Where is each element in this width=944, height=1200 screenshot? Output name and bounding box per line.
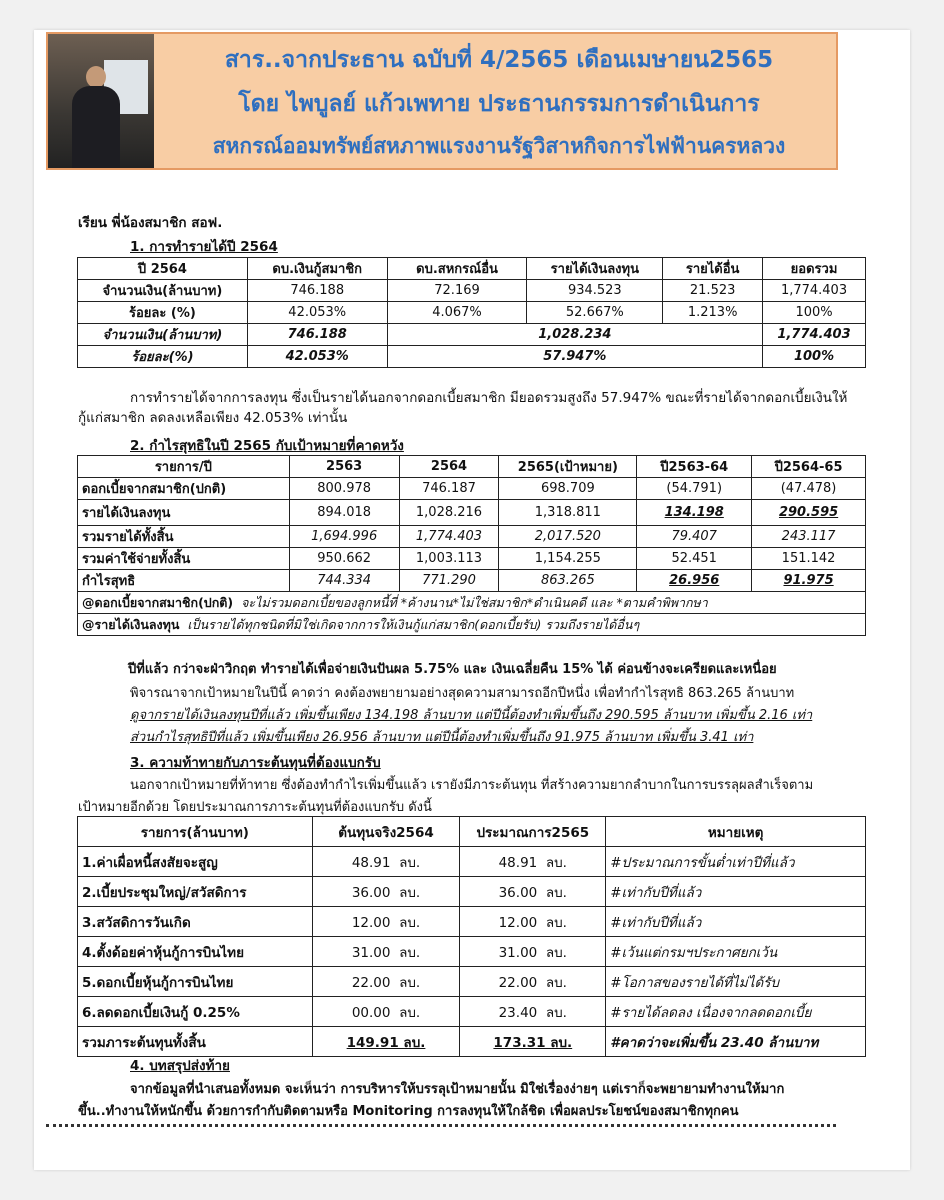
table-cell: 863.265	[499, 570, 637, 592]
dotted-divider	[46, 1124, 836, 1127]
table-row	[78, 847, 866, 877]
unit: ลบ.	[399, 1004, 421, 1021]
table-header: รายได้อื่น	[663, 258, 763, 280]
table-cell: 52.451	[637, 548, 752, 570]
table-header: ยอดรวม	[763, 258, 866, 280]
amount: 36.00	[498, 884, 538, 901]
table-cell	[460, 997, 606, 1027]
table-cell: 950.662	[289, 548, 399, 570]
table-cell: 894.018	[289, 500, 399, 526]
table-cell: 771.290	[399, 570, 499, 592]
table-cell: 744.334	[289, 570, 399, 592]
table-cell: 1,028.234	[387, 324, 762, 346]
unit: ลบ.	[399, 944, 421, 961]
table-cell: 26.956	[637, 570, 752, 592]
table-cell: 1.ค่าเผื่อหนี้สงสัยจะสูญ	[78, 847, 313, 877]
table-cell: 2,017.520	[499, 526, 637, 548]
table-cell: 100%	[763, 346, 866, 368]
table-cell	[312, 937, 460, 967]
section-1-title: 1. การทำรายได้ปี 2564	[130, 239, 278, 255]
unit: ลบ.	[399, 854, 421, 871]
income-table	[77, 257, 866, 368]
table-header-row	[78, 258, 866, 280]
table-cell: #เว้นแต่กรมฯประกาศยกเว้น	[606, 937, 866, 967]
table-cell: 1,694.996	[289, 526, 399, 548]
table-cell: 100%	[763, 302, 866, 324]
table-cell: 800.978	[289, 478, 399, 500]
section-3-title: 3. ความท้าทายกับภาระต้นทุนที่ต้องแบกรับ	[130, 755, 381, 771]
amount: 00.00	[351, 1004, 391, 1021]
amount: 31.00	[498, 944, 538, 961]
chairman-photo	[48, 34, 154, 168]
table-cell: 42.053%	[247, 302, 387, 324]
table-cell	[460, 967, 606, 997]
table-row	[78, 937, 866, 967]
unit: ลบ.	[399, 914, 421, 931]
table-cell	[460, 907, 606, 937]
table-header: 2563	[289, 456, 399, 478]
footnote-text: เป็นรายได้ทุกชนิดที่มิใช่เกิดจากการให้เงินกู้แก่สมาชิก(ดอกเบี้ยรับ) รวมถึงรายได้อื่นๆ	[187, 616, 640, 632]
unit: ลบ.	[399, 884, 421, 901]
header-title: สาร..จากประธาน ฉบับที่ 4/2565 เดือนเมษายน2565	[224, 47, 774, 73]
table-row	[78, 997, 866, 1027]
table-cell: 1,154.255	[499, 548, 637, 570]
table-header: ประมาณการ2565	[460, 817, 606, 847]
table-cell	[460, 877, 606, 907]
table-cell: 4.067%	[387, 302, 527, 324]
unit: ลบ.	[545, 1004, 567, 1021]
greeting: เรียน พี่น้องสมาชิก สอฟ.	[78, 215, 223, 231]
table-cell: 3.สวัสดิการวันเกิด	[78, 907, 313, 937]
table-cell: ดอกเบี้ยจากสมาชิก(ปกติ)	[78, 478, 290, 500]
cost-table	[77, 816, 866, 1057]
table-cell: 746.188	[247, 280, 387, 302]
unit: ลบ.	[545, 884, 567, 901]
table-header: ดบ.สหกรณ์อื่น	[387, 258, 527, 280]
table-header: รายการ(ล้านบาท)	[78, 817, 313, 847]
table-header: ต้นทุนจริง2564	[312, 817, 460, 847]
table-cell: กำไรสุทธิ	[78, 570, 290, 592]
table-cell: 746.188	[247, 324, 387, 346]
table-cell: 42.053%	[247, 346, 387, 368]
table-header: รายการ/ปี	[78, 456, 290, 478]
table-row	[78, 324, 866, 346]
unit: ลบ.	[545, 944, 567, 961]
amount: 22.00	[351, 974, 391, 991]
table-cell: รวมภาระต้นทุนทั้งสิ้น	[78, 1027, 313, 1057]
table-row	[78, 877, 866, 907]
profit-table	[77, 455, 866, 636]
table-cell: 1,774.403	[763, 280, 866, 302]
header-organization: สหกรณ์ออมทรัพย์สหภาพแรงงานรัฐวิสาหกิจการไฟฟ้านครหลวง	[212, 134, 786, 158]
amount: 22.00	[498, 974, 538, 991]
amount: 48.91	[498, 854, 538, 871]
table-cell: #เท่ากับปีที่แล้ว	[606, 907, 866, 937]
amount: 31.00	[351, 944, 391, 961]
table-header: รายได้เงินลงทุน	[527, 258, 663, 280]
table-cell: 6.ลดดอกเบี้ยเงินกู้ 0.25%	[78, 997, 313, 1027]
amount: 48.91	[351, 854, 391, 871]
paragraph-line: ขึ้น..ทำงานให้หนักขึ้น ด้วยการกำกับติดตามหรือ Monitoring การลงทุนให้ใกล้ชิด เพื่อผลประโยชน์ของสมาชิกทุกคน	[78, 1104, 739, 1119]
table-cell: 134.198	[637, 500, 752, 526]
table-cell: #เท่ากับปีที่แล้ว	[606, 877, 866, 907]
table-row	[78, 500, 866, 526]
unit: ลบ.	[545, 914, 567, 931]
table-cell: 173.31 ลบ.	[460, 1027, 606, 1057]
footnote-label: @รายได้เงินลงทุน	[82, 616, 180, 632]
table-cell: 4.ตั้งด้อยค่าหุ้นกู้การบินไทย	[78, 937, 313, 967]
table-row	[78, 526, 866, 548]
table-row	[78, 280, 866, 302]
paragraph-line: ส่วนกำไรสุทธิปีที่แล้ว เพิ่มขึ้นเพียง 26.956 ล้านบาท แต่ปีนี้ต้องทำเพิ่มขึ้นถึง 91.975 ล้านบาท เพิ่มขึ้น 3.41 เท่า	[130, 730, 754, 745]
table-header: ปี 2564	[78, 258, 248, 280]
paragraph-line: จากข้อมูลที่นำเสนอทั้งหมด จะเห็นว่า การบริหารให้บรรลุเป้าหมายนั้น มิใช่เรื่องง่ายๆ แต่เราก็จะพยายามทำงานให้มาก	[130, 1082, 785, 1097]
table-cell: 1,028.216	[399, 500, 499, 526]
table-header: ปี2563-64	[637, 456, 752, 478]
table-cell: #คาดว่าจะเพิ่มขึ้น 23.40 ล้านบาท	[606, 1027, 866, 1057]
table-row	[78, 967, 866, 997]
table-cell: รายได้เงินลงทุน	[78, 500, 290, 526]
section-4-title: 4. บทสรุปส่งท้าย	[130, 1058, 230, 1074]
table-cell: รวมรายได้ทั้งสิ้น	[78, 526, 290, 548]
table-cell: 1,774.403	[399, 526, 499, 548]
table-cell	[312, 997, 460, 1027]
table-cell: #โอกาสของรายได้ที่ไม่ได้รับ	[606, 967, 866, 997]
unit: ลบ.	[545, 974, 567, 991]
table-header: ปี2564-65	[752, 456, 866, 478]
table-header-row	[78, 456, 866, 478]
table-cell: 934.523	[527, 280, 663, 302]
table-row	[78, 907, 866, 937]
table-header: หมายเหตุ	[606, 817, 866, 847]
table-cell: 5.ดอกเบี้ยหุ้นกู้การบินไทย	[78, 967, 313, 997]
table-cell: 57.947%	[387, 346, 762, 368]
table-cell: จำนวนเงิน(ล้านบาท)	[78, 280, 248, 302]
table-cell: (47.478)	[752, 478, 866, 500]
table-cell: 698.709	[499, 478, 637, 500]
note-line: กู้แก่สมาชิก ลดลงเหลือเพียง 42.053% เท่านั้น	[78, 410, 348, 426]
table-cell	[460, 847, 606, 877]
table-header: 2564	[399, 456, 499, 478]
footnote-row	[78, 614, 866, 636]
paragraph-line: เป้าหมายอีกด้วย โดยประมาณการภาระต้นทุนที่ต้องแบกรับ ดังนี้	[78, 800, 432, 815]
amount: 12.00	[498, 914, 538, 931]
table-cell: ร้อยละ(%)	[78, 346, 248, 368]
table-cell: 1.213%	[663, 302, 763, 324]
table-cell: #รายได้ลดลง เนื่องจากลดดอกเบี้ย	[606, 997, 866, 1027]
section-2-title: 2. กำไรสุทธิในปี 2565 กับเป้าหมายที่คาดหวัง	[130, 438, 404, 454]
table-cell: จำนวนเงิน(ล้านบาท)	[78, 324, 248, 346]
table-cell: 149.91 ลบ.	[312, 1027, 460, 1057]
table-cell	[460, 937, 606, 967]
table-cell: (54.791)	[637, 478, 752, 500]
table-cell: 21.523	[663, 280, 763, 302]
unit: ลบ.	[399, 974, 421, 991]
table-row	[78, 302, 866, 324]
footnote-row	[78, 592, 866, 614]
table-row	[78, 548, 866, 570]
table-cell: รวมค่าใช้จ่ายทั้งสิ้น	[78, 548, 290, 570]
paragraph-line: พิจารณาจากเป้าหมายในปีนี้ คาดว่า คงต้องพยายามอย่างสุดความสามารถอีกปีหนึ่ง เพื่อทำกำไรสุทธิ 863.265 ล้านบาท	[130, 686, 795, 701]
paragraph-line: นอกจากเป้าหมายที่ท้าทาย ซึ่งต้องทำกำไรเพิ่มขึ้นแล้ว เรายังมีภาระต้นทุน ที่สร้างความยากลำบากในการบรรลุผลสำเร็จตาม	[130, 778, 814, 793]
footnote-text: จะไม่รวมดอกเบี้ยของลูกหนี้ที่ *ค้างนาน*ไม่ใช่สมาชิก*ดำเนินคดี และ *ตามคำพิพากษา	[241, 594, 708, 610]
table-row	[78, 570, 866, 592]
table-cell: 151.142	[752, 548, 866, 570]
table-cell: 1,003.113	[399, 548, 499, 570]
table-cell	[312, 967, 460, 997]
table-cell	[312, 847, 460, 877]
amount: 23.40	[498, 1004, 538, 1021]
table-cell: 1,318.811	[499, 500, 637, 526]
table-cell: 1,774.403	[763, 324, 866, 346]
unit: ลบ.	[545, 854, 567, 871]
total-row	[78, 1027, 866, 1057]
table-cell: 91.975	[752, 570, 866, 592]
table-cell: 52.667%	[527, 302, 663, 324]
table-cell: #ประมาณการขั้นต่ำเท่าปีที่แล้ว	[606, 847, 866, 877]
table-cell: 2.เบี้ยประชุมใหญ่/สวัสดิการ	[78, 877, 313, 907]
table-cell: 79.407	[637, 526, 752, 548]
table-row	[78, 478, 866, 500]
paragraph-line: ปีที่แล้ว กว่าจะฝ่าวิกฤต ทำรายได้เพื่อจ่ายเงินปันผล 5.75% และ เงินเฉลี่ยคืน 15% ได้ ค่อนข้างจะเครียดและเหนื่อย	[128, 662, 777, 677]
paragraph-line: ดูจากรายได้เงินลงทุนปีที่แล้ว เพิ่มขึ้นเพียง 134.198 ล้านบาท แต่ปีนี้ต้องทำเพิ่มขึ้นถึง 290.595 ล้านบาท เพิ่มขึ้น 2.16 เท่า	[130, 708, 813, 723]
table-header: ดบ.เงินกู้สมาชิก	[247, 258, 387, 280]
footnote-label: @ดอกเบี้ยจากสมาชิก(ปกติ)	[82, 594, 234, 610]
table-header-row	[78, 817, 866, 847]
note-line: การทำรายได้จากการลงทุน ซึ่งเป็นรายได้นอกจากดอกเบี้ยสมาชิก มียอดรวมสูงถึง 57.947% ขณะที่รายได้จากดอกเบี้ยเงินให้	[130, 390, 848, 406]
table-cell: ร้อยละ (%)	[78, 302, 248, 324]
amount: 36.00	[351, 884, 391, 901]
table-cell: 72.169	[387, 280, 527, 302]
header-author: โดย ไพบูลย์ แก้วเพทาย ประธานกรรมการดำเนินการ	[238, 91, 760, 117]
table-cell	[312, 907, 460, 937]
table-cell: 243.117	[752, 526, 866, 548]
table-cell: 290.595	[752, 500, 866, 526]
table-row	[78, 346, 866, 368]
amount: 12.00	[351, 914, 391, 931]
table-cell	[312, 877, 460, 907]
table-header: 2565(เป้าหมาย)	[499, 456, 637, 478]
table-cell: 746.187	[399, 478, 499, 500]
